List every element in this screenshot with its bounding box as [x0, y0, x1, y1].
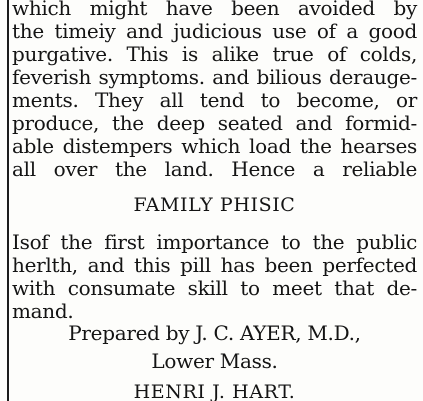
prepared-by-line: Prepared by J. C. AYER, M.D., [68, 321, 361, 345]
paragraph-line: produce, the deep seated and formid- [12, 111, 417, 135]
paragraph-line: feverish symptoms. and bilious derauge- [12, 65, 417, 89]
paragraph-line: able distempers which load the hearses [12, 134, 417, 158]
column-rule [7, 0, 9, 401]
paragraph-line: with consumate skill to meet that de- [12, 276, 417, 300]
paragraph-line: all over the land. Hence a reliable [12, 157, 417, 181]
location-line: Lower Mass. [151, 349, 278, 373]
heading: FAMILY PHISIC [133, 194, 296, 216]
seller-name: HENRI J. HART. [133, 381, 296, 401]
paragraph-line: purgative. This is alike true of colds, [12, 42, 417, 66]
paragraph-line: mand. [12, 299, 74, 323]
paragraph-line: Isof the first importance to the public [12, 230, 417, 254]
paragraph-line: the timeiy and judicious use of a good [12, 19, 417, 43]
paragraph-line: herlth, and this pill has been perfected [12, 253, 417, 277]
paragraph-line: ments. They all tend to become, or [12, 88, 417, 112]
paragraph-line: which might have been avoided by [12, 0, 417, 20]
